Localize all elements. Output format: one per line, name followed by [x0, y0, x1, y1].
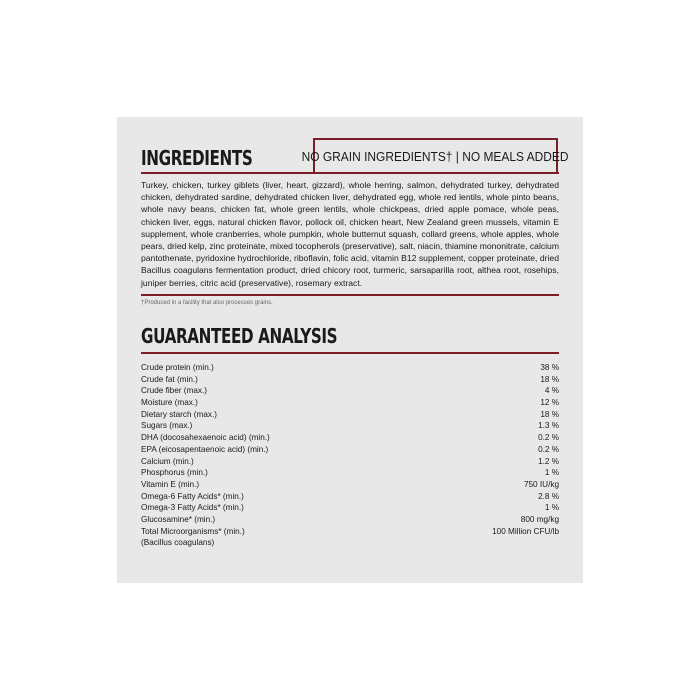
ingredients-divider	[141, 172, 559, 174]
analysis-nutrient-value: 0.2 %	[538, 444, 559, 454]
analysis-row	[141, 374, 559, 386]
analysis-row	[141, 397, 559, 409]
no-grain-badge	[302, 138, 569, 174]
analysis-row	[141, 409, 559, 421]
analysis-table	[141, 362, 559, 549]
analysis-nutrient-value: 750 IU/kg	[523, 479, 559, 489]
analysis-nutrient-value: 1 %	[544, 468, 559, 478]
analysis-nutrient-value: 18 %	[540, 374, 559, 384]
analysis-divider	[141, 352, 559, 354]
analysis-row	[141, 362, 559, 374]
analysis-nutrient-value: 1.2 %	[538, 456, 559, 466]
analysis-row	[141, 526, 559, 549]
analysis-nutrient-value: 800 mg/kg	[520, 514, 559, 524]
analysis-nutrient-value: 1.3 %	[538, 421, 559, 431]
analysis-nutrient-name: Omega-3 Fatty Acids* (min.)	[141, 503, 244, 513]
analysis-nutrient-name: Crude fat (min.)	[141, 374, 198, 384]
guaranteed-analysis-heading: GUARANTEED ANALYSIS	[141, 324, 338, 348]
analysis-nutrient-value: 12 %	[540, 398, 559, 408]
analysis-nutrient-name: Dietary starch (max.)	[141, 409, 217, 419]
footnote-divider	[141, 294, 559, 296]
analysis-nutrient-name: Phosphorus (min.)	[141, 468, 208, 478]
analysis-nutrient-value: 38 %	[540, 363, 559, 372]
analysis-row	[141, 502, 559, 514]
analysis-nutrient-name: Crude fiber (max.)	[141, 386, 207, 396]
analysis-row	[141, 467, 559, 479]
ingredients-heading: INGREDIENTS	[141, 146, 253, 170]
analysis-nutrient-name: DHA (docosahexaenoic acid) (min.)	[141, 433, 270, 443]
analysis-nutrient-name: Vitamin E (min.)	[141, 479, 200, 489]
analysis-nutrient-value: 2.8 %	[538, 491, 559, 501]
grain-footnote: †Produced in a facility that also processes grains.	[141, 300, 273, 306]
no-grain-badge-label: NO GRAIN INGREDIENTS† | NO MEALS ADDED	[302, 148, 569, 164]
analysis-row	[141, 514, 559, 526]
analysis-nutrient-name: Omega-6 Fatty Acids* (min.)	[141, 491, 244, 501]
analysis-row	[141, 432, 559, 444]
analysis-nutrient-value: 1 %	[544, 503, 559, 513]
analysis-nutrient-name: Sugars (max.)	[141, 421, 193, 431]
analysis-nutrient-name: Total Microorganisms* (min.) (Bacillus coagulans)	[141, 526, 245, 548]
analysis-nutrient-name: Moisture (max.)	[141, 398, 198, 408]
analysis-row	[141, 479, 559, 491]
analysis-nutrient-value: 100 Million CFU/lb	[492, 526, 559, 536]
analysis-nutrient-value: 18 %	[540, 409, 559, 419]
ingredients-list: Turkey, chicken, turkey giblets (liver, heart, gizzard), whole herring, salmon, dehydrated turkey, dehydrated chicken, dehydrated sardine, dehydrated chicken liver, dehydrated egg, whole red lentils, whole pinto beans, whole navy beans, chicken fat, whole green lentils, whole chickpeas, dried apple pomace, whole peas, chicken liver, eggs, natural chicken flavor, pollock oil, chicken heart, New Zealand green mussels, vitamin E supplement, whole cranberries, whole pumpkin, whole butternut squash, collard greens, whole apples, whole pears, dried kelp, zinc proteinate, mixed tocopherols (preservative), salt, niacin, thiamine mononitrate, calcium pantothenate, pyridoxine hydrochloride, riboflavin, folic acid, vitamin B12 supplement, copper proteinate, dried Bacillus coagulans fermentation product, dried chicory root, turmeric, sarsaparilla root, althea root, rosehips, juniper berries, citric acid (preservative), rosemary extract.	[141, 180, 559, 288]
analysis-nutrient-name: Glucosamine* (min.)	[141, 514, 216, 524]
analysis-row	[141, 491, 559, 503]
analysis-row	[141, 444, 559, 456]
analysis-nutrient-value: 0.2 %	[538, 433, 559, 443]
analysis-nutrient-value: 4 %	[544, 386, 559, 396]
analysis-row	[141, 456, 559, 468]
nutrition-panel	[117, 117, 583, 583]
analysis-row	[141, 420, 559, 432]
analysis-nutrient-name: EPA (eicosapentaenoic acid) (min.)	[141, 444, 269, 454]
analysis-nutrient-name: Calcium (min.)	[141, 456, 194, 466]
analysis-nutrient-name: Crude protein (min.)	[141, 363, 214, 372]
analysis-row	[141, 385, 559, 397]
